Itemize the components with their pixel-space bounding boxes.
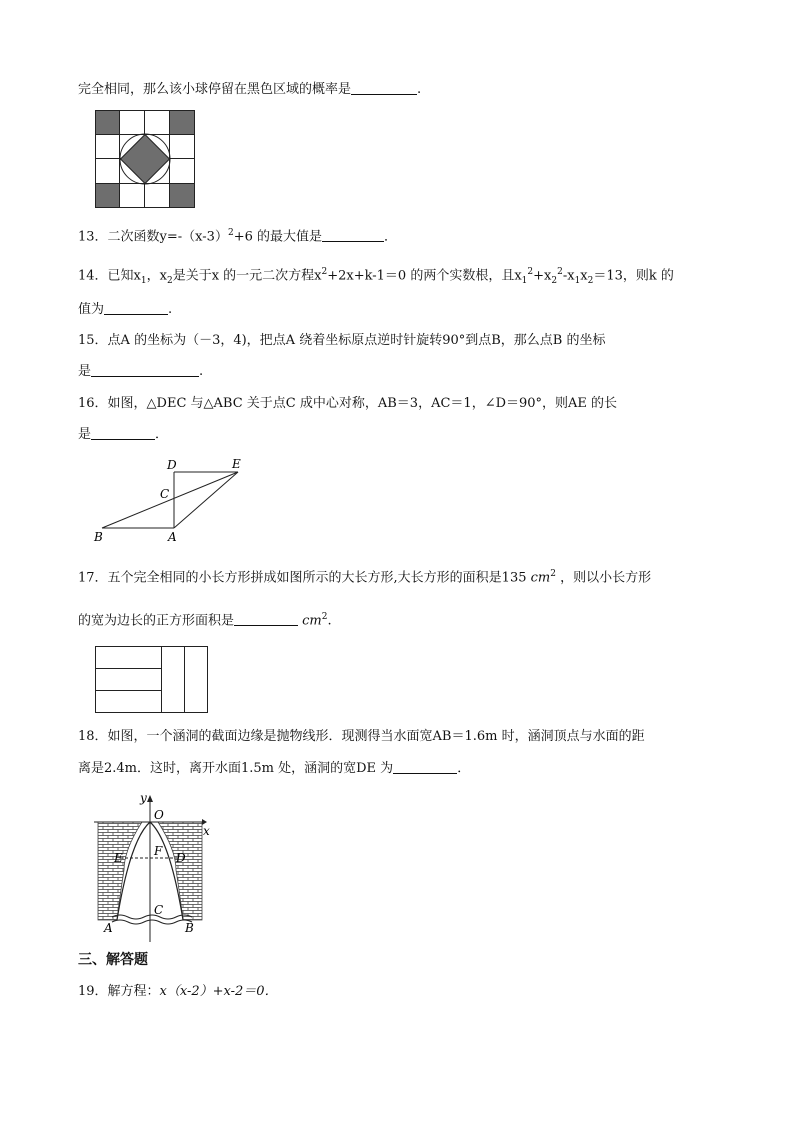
q12-grid-figure: [95, 110, 195, 208]
label-c: C: [154, 903, 164, 917]
q18-line1: 18．如图，一个涵洞的截面边缘是抛物线形．现测得当水面宽AB＝1.6m 时，涵洞顶点与水面的距: [78, 729, 645, 744]
q14-blank[interactable]: [104, 300, 168, 315]
label-a: A: [168, 530, 177, 544]
label-x: x: [203, 824, 210, 838]
water-wave-2: [112, 920, 192, 924]
q16-line1: 16．如图，△DEC 与△ABC 关于点C 成中心对称，AB＝3，AC＝1，∠D＝90°，则AE 的长: [78, 396, 618, 411]
q15-line2: 是 .: [78, 364, 204, 379]
label-b: B: [94, 530, 103, 544]
q15-blank[interactable]: [91, 362, 199, 377]
q12-text: 完全相同，那么该小球停留在黑色区域的概率是 .: [78, 82, 422, 97]
label-e: E: [232, 457, 241, 471]
label-y: y: [140, 791, 147, 805]
label-f: F: [154, 844, 163, 858]
q16-blank[interactable]: [91, 425, 155, 440]
q18-blank[interactable]: [393, 759, 457, 774]
q17-line1: 17．五个完全相同的小长方形拼成如图所示的大长方形,大长方形的面积是135 $cm^2$ ，则以小长方形: [78, 569, 652, 586]
q18-culvert-figure: [90, 790, 220, 942]
segment-be: [102, 472, 238, 528]
q17-blank[interactable]: [234, 611, 298, 626]
q15-line1: 15．点A 的坐标为（－3，4)，把点A 绕着坐标原点逆时针旋转90°到点B，那么点B 的坐标: [78, 333, 606, 348]
label-d: D: [167, 458, 177, 472]
section-title: 三、解答题: [78, 952, 148, 968]
q19-equation: x（x-2）+x-2＝0．: [159, 984, 278, 999]
y-axis-arrow-icon: [147, 795, 153, 802]
q14-line2: 值为 .: [78, 302, 173, 317]
label-e: E: [114, 851, 123, 865]
q18-line2: 离是2.4m．这时，离开水面1.5m 处，涵洞的宽DE 为 ．: [78, 761, 471, 776]
label-d: D: [176, 851, 186, 865]
q12-blank[interactable]: [351, 80, 417, 95]
q13-blank[interactable]: [322, 227, 384, 242]
q16-triangle-figure: [88, 455, 258, 545]
q17-line2: 的宽为边长的正方形面积是 $cm^2$.: [78, 612, 332, 629]
label-c: C: [160, 487, 170, 501]
label-b: B: [185, 921, 194, 935]
q17-rectangle-figure: [95, 646, 209, 714]
q17-unit: cm: [530, 570, 551, 586]
segment-ae: [174, 472, 238, 528]
q16-line2: 是 ．: [78, 427, 169, 442]
q19-text: 19．解方程：x（x-2）+x-2＝0．: [78, 984, 278, 999]
q14-line1: 14．已知$x_1$，$x_2$是关于x 的一元二次方程$x^2+2x+k-1=0$ 的两个实数根，且$x_1^2+x_2^2-x_1x_2=13$，则k 的: [78, 267, 674, 286]
label-o: O: [154, 808, 164, 822]
q13-text: 13．二次函数$y=-(x-3)^2+6$ 的最大值是 ．: [78, 228, 397, 245]
label-a: A: [104, 921, 113, 935]
